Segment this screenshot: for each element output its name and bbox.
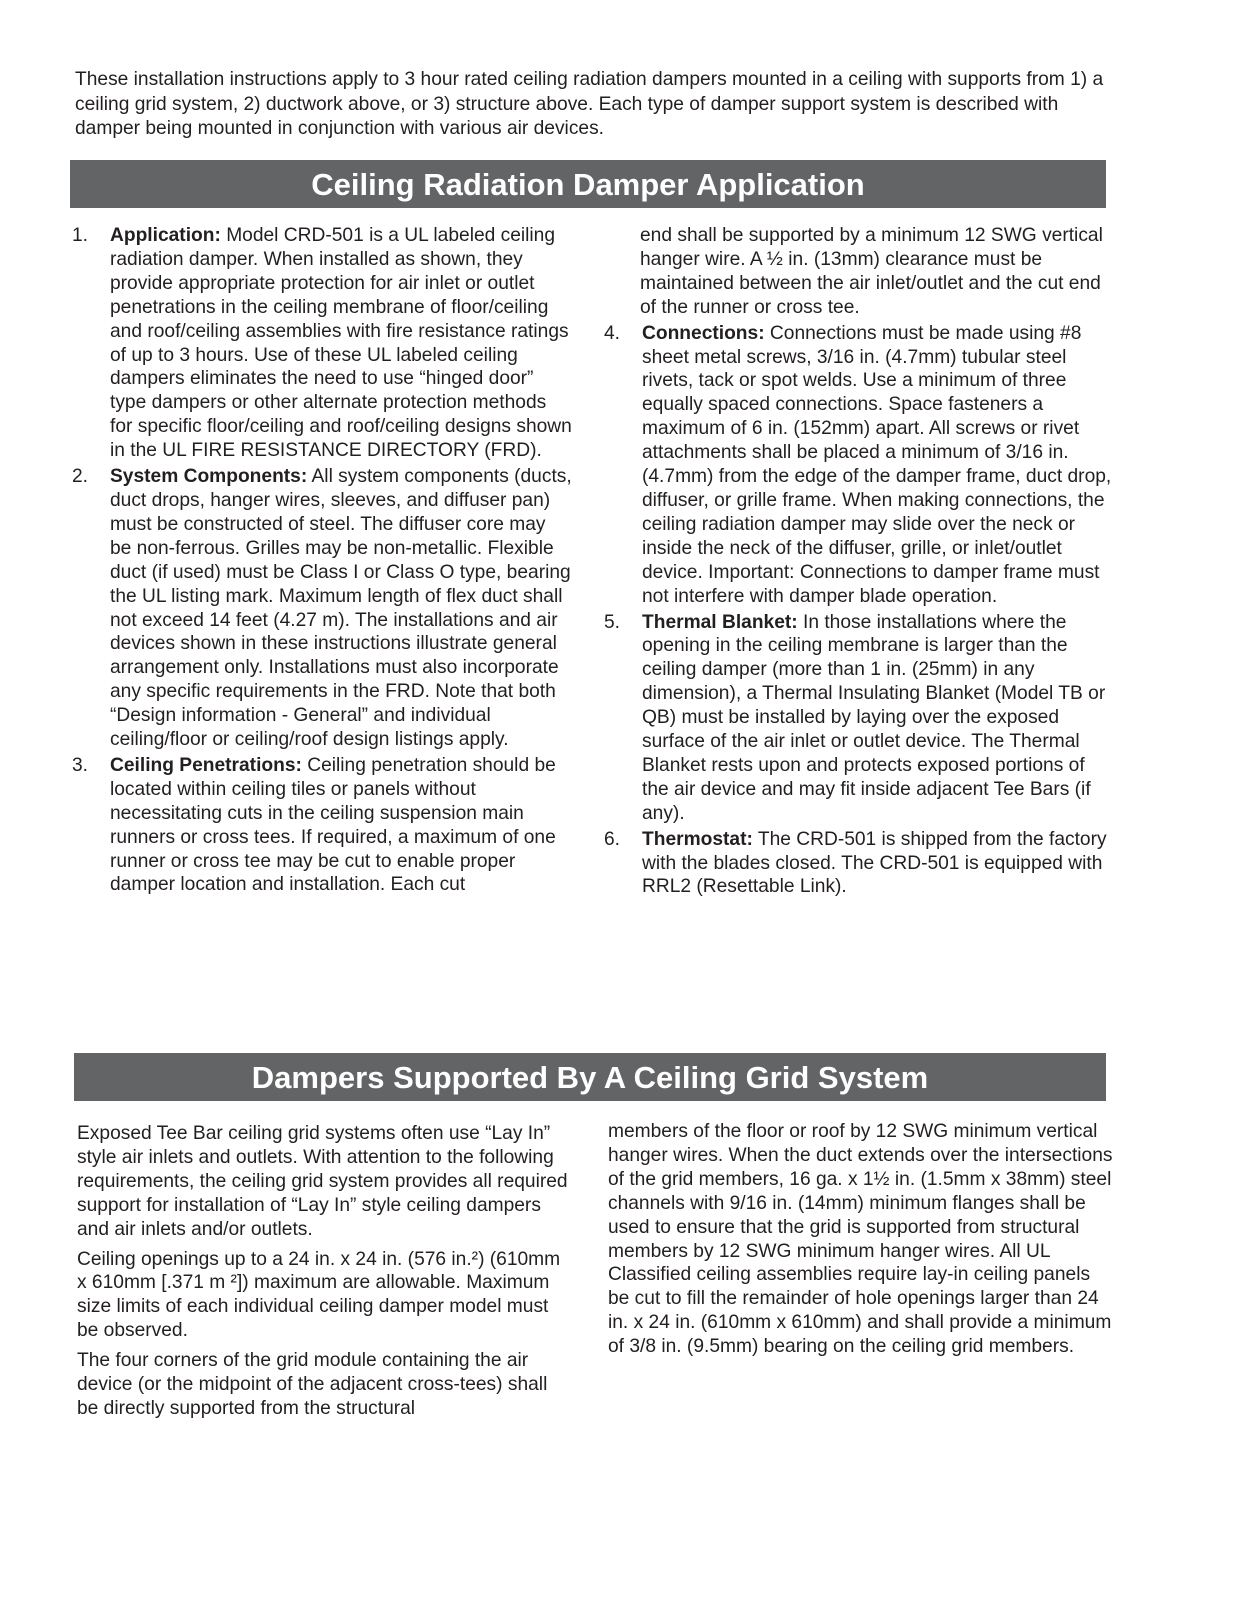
list-item (72, 754, 572, 897)
item-number: 2. (72, 466, 89, 488)
item-heading: Ceiling Penetrations: (110, 754, 302, 776)
item-text: Model CRD-501 is a UL labeled ceiling radiation damper. When installed as shown, they provide appropriate protection for air inlet or outlet penetrations in the ceiling membrane of floor/ceiling and roof/ceiling assemblies with fire resistance ratings of up to 3 hours. Use of these UL labeled ceiling dampers eliminates the need to use “hinged door” type dampers or other alternate protection methods for specific floor/ceiling and roof/ceiling designs shown in the UL FIRE RESISTANCE DIRECTORY (FRD). (110, 225, 572, 462)
item-number: 3. (72, 754, 89, 776)
list-item-continuation: end shall be supported by a minimum 12 SWG vertical hanger wire. A ½ in. (13mm) clearance must be maintained between the air inlet/outlet and the cut end of the runner or cross tee. (640, 225, 1103, 318)
section2-left-column (77, 1122, 572, 1427)
list-item (604, 828, 1114, 900)
section1-right-column (604, 224, 1114, 901)
item-heading: Application: (110, 225, 221, 246)
list-item (604, 611, 1114, 826)
item-heading: Thermostat: (642, 828, 753, 850)
paragraph: members of the floor or roof by 12 SWG minimum vertical hanger wires. When the duct extends over the intersections of the grid members, 16 ga. x 1½ in. (1.5mm x 38mm) steel channels with 9/16 in. (14mm) minimum flanges shall be used to ensure that the grid is supported from structural members by 12 SWG minimum hanger wires. All UL Classified ceiling assemblies require lay-in ceiling panels be cut to fill the remainder of hole openings larger than 24 in. x 24 in. (610mm x 610mm) and shall provide a minimum of 3/8 in. (9.5mm) bearing on the ceiling grid members. (608, 1121, 1113, 1358)
intro-paragraph: These installation instructions apply to 3 hour rated ceiling radiation dampers mounted in a ceiling with supports from 1) a ceiling grid system, 2) ductwork above, or 3) structure above. Each type of damper support system is described with damper being mounted in conjunction with various air devices. (75, 69, 1104, 139)
paragraph: Exposed Tee Bar ceiling grid systems often use “Lay In” style air inlets and outlets. With attention to the following requirements, the ceiling grid system provides all required support for installation of “Lay In” style ceiling dampers and air inlets and/or outlets. (77, 1123, 568, 1240)
paragraph: The four corners of the grid module containing the air device (or the midpoint of the adjacent cross-tees) shall be directly supported from the structural (77, 1350, 548, 1419)
section-heading-grid-system: Dampers Supported By A Ceiling Grid System (74, 1053, 1106, 1101)
item-number: 5. (604, 611, 621, 633)
list-item (72, 224, 572, 463)
item-text: In those installations where the opening in the ceiling membrane is larger than the ceiling damper (more than 1 in. (25mm) in any dimension), a Thermal Insulating Blanket (Model TB or QB) must be installed by laying over the exposed surface of the air inlet or outlet device. The Thermal Blanket rests upon and protects exposed portions of the air device and may fit inside adjacent Tee Bars (if any). (642, 611, 1106, 824)
item-text: All system components (ducts, duct drops, hanger wires, sleeves, and diffuser pan) must be constructed of steel. The diffuser core may be non-ferrous. Grilles may be non-metallic. Flexible duct (if used) must be Class I or Class O type, bearing the UL listing mark. Maximum length of flex duct shall not exceed 14 feet (4.27 m). The installations and air devices shown in these instructions illustrate general arrangement only. Installations must also incorporate any specific requirements in the FRD. Note that both “Design information - General” and individual ceiling/floor or ceiling/roof design listings apply. (110, 466, 572, 751)
item-number: 1. (72, 225, 89, 246)
item-text: The CRD-501 is shipped from the factory with the blades closed. The CRD-501 is equipped with RRL2 (Resettable Link). (642, 828, 1107, 898)
item-text: Connections must be made using #8 sheet metal screws, 3/16 in. (4.7mm) tubular steel rivets, tack or spot welds. Use a minimum of three equally spaced connections. Space fasteners a maximum of 6 in. (152mm) apart. All screws or rivet attachments shall be placed a minimum of 3/16 in. (4.7mm) from the edge of the damper frame, duct drop, diffuser, or grille frame. When making connections, the ceiling radiation damper may slide over the neck or inside the neck of the diffuser, grille, or inlet/outlet device. Important: Connections to damper frame must not interfere with damper blade operation. (642, 322, 1112, 607)
item-heading: Connections: (642, 322, 765, 344)
section2-right-column (608, 1120, 1113, 1365)
section1-left-column (72, 224, 572, 899)
list-item (604, 322, 1114, 609)
item-number: 4. (604, 322, 621, 344)
item-heading: System Components: (110, 466, 308, 488)
list-item (72, 465, 572, 752)
item-heading: Thermal Blanket: (642, 611, 798, 633)
item-number: 6. (604, 828, 621, 850)
item-text: Ceiling penetration should be located within ceiling tiles or panels without necessitating cuts in the ceiling suspension main runners or cross tees. If required, a maximum of one runner or cross tee may be cut to enable proper damper location and installation. Each cut (110, 754, 556, 896)
section-heading-application: Ceiling Radiation Damper Application (70, 160, 1106, 208)
paragraph: Ceiling openings up to a 24 in. x 24 in. (576 in.²) (610mm x 610mm [.371 m ²]) maximum are allowable. Maximum size limits of each individual ceiling damper model must be observed. (77, 1248, 561, 1342)
